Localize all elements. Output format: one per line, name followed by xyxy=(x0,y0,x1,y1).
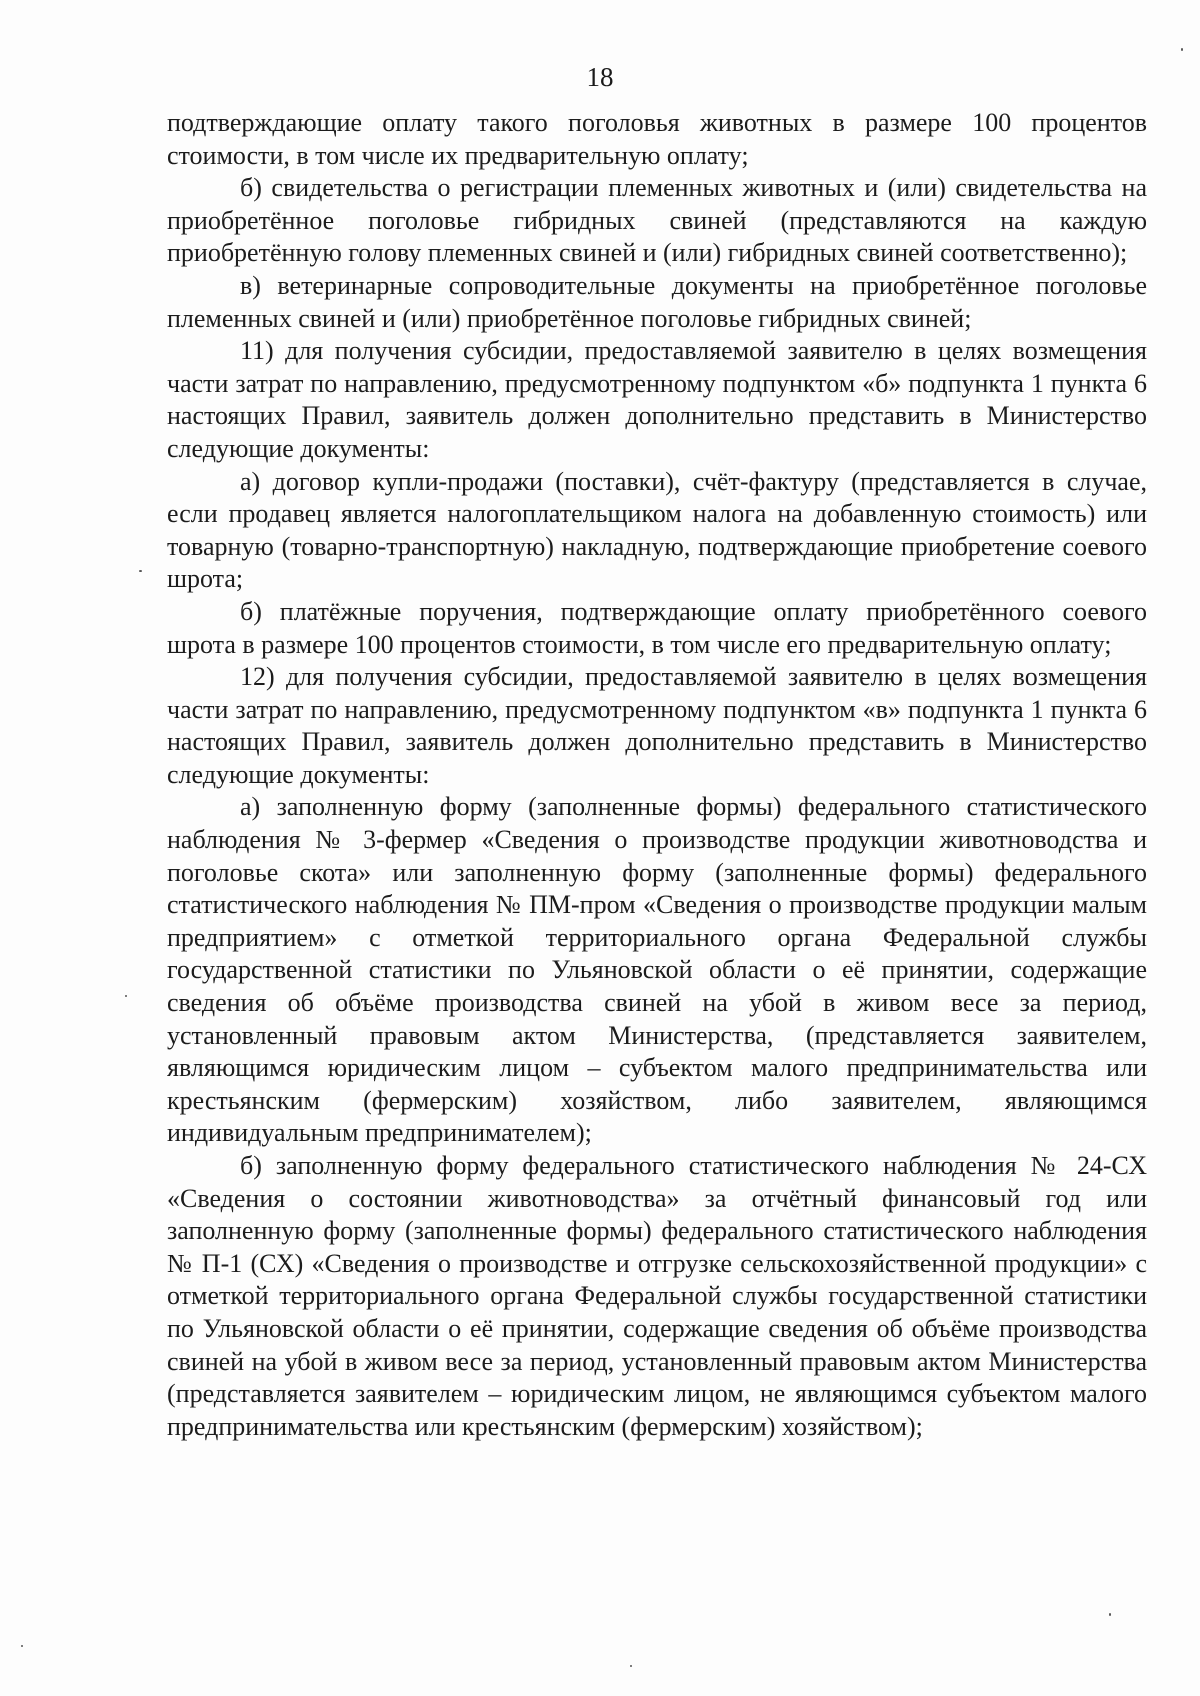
scan-speck xyxy=(630,1665,632,1667)
paragraph-item-b-statistical-form: б) заполненную форму федерального статистического наблюдения № 24-СХ «Сведения о состоянии животноводства» за отчётный финансовый год или заполненную форму (заполненные формы) федерального статистического наблюдения № П-1 (СХ) «Сведения о производстве и отгрузке сельскохозяйственной продукции» с отметкой территориального органа Федеральной службы государственной статистики по Ульяновской области о её принятии, содержащие сведения об объёме производства свиней на убой в живом весе за период, установленный правовым актом Министерства (представляется заявителем – юридическим лицом, не являющимся субъектом малого предпринимательства или крестьянским (фермерским) хозяйством); xyxy=(167,1151,1147,1441)
paragraph-item-a-statistical-form: а) заполненную форму (заполненные формы) федерального статистического наблюдения № 3-фермер «Сведения о производстве продукции животноводства и поголовье скота» или заполненную форму (заполненные формы) федерального статистического наблюдения № ПМ-пром «Сведения о производстве продукции малым предприятием» с отметкой территориального органа Федеральной службы государственной статистики по Ульяновской области о её принятии, содержащие сведения об объёме производства свиней на убой в живом весе за период, установленный правовым актом Министерства, (представляется заявителем, являющимся юридическим лицом – субъектом малого предпринимательства или крестьянским (фермерским) хозяйством, либо заявителем, являющимся индивидуальным предпринимателем); xyxy=(167,792,1147,1148)
page-number: 18 xyxy=(586,62,614,92)
scan-speck xyxy=(125,995,127,997)
paragraph-clause-12: 12) для получения субсидии, предоставляемой заявителю в целях возмещения части затрат по направлению, предусмотренному подпунктом «в» подпункта 1 пункта 6 настоящих Правил, заявитель должен дополнительно представить в Министерство следующие документы: xyxy=(167,662,1147,789)
paragraph-item-a-sale-contract: а) договор купли-продажи (поставки), счёт-фактуру (представляется в случае, если продавец является налогоплательщиком налога на добавленную стоимость) или товарную (товарно-транспортную) накладную, подтверждающие приобретение соевого шрота; xyxy=(167,466,1147,594)
document-body xyxy=(167,107,1147,1443)
scan-speck xyxy=(139,570,142,572)
paragraph-clause-11: 11) для получения субсидии, предоставляемой заявителю в целях возмещения части затрат по направлению, предусмотренному подпунктом «б» подпункта 1 пункта 6 настоящих Правил, заявитель должен дополнительно представить в Министерство следующие документы: xyxy=(167,336,1147,463)
scan-speck xyxy=(1181,48,1183,51)
paragraph-item-b-certificates: б) свидетельства о регистрации племенных животных и (или) свидетельства на приобретённое поголовье гибридных свиней (представляются на каждую приобретённую голову племенных свиней и (или) гибридных свиней соответственно); xyxy=(167,173,1147,268)
scan-speck xyxy=(1109,1613,1111,1616)
paragraph-item-b-payment-orders: б) платёжные поручения, подтверждающие оплату приобретённого соевого шрота в размере 100 процентов стоимости, в том числе его предварительную оплату; xyxy=(167,596,1147,659)
paragraph-continuation: подтверждающие оплату такого поголовья животных в размере 100 процентов стоимости, в том числе их предварительную оплату; xyxy=(167,108,1147,170)
scan-speck xyxy=(21,1645,23,1647)
paragraph-item-v-veterinary-documents: в) ветеринарные сопроводительные документы на приобретённое поголовье племенных свиней и (или) приобретённое поголовье гибридных свиней; xyxy=(167,270,1147,333)
